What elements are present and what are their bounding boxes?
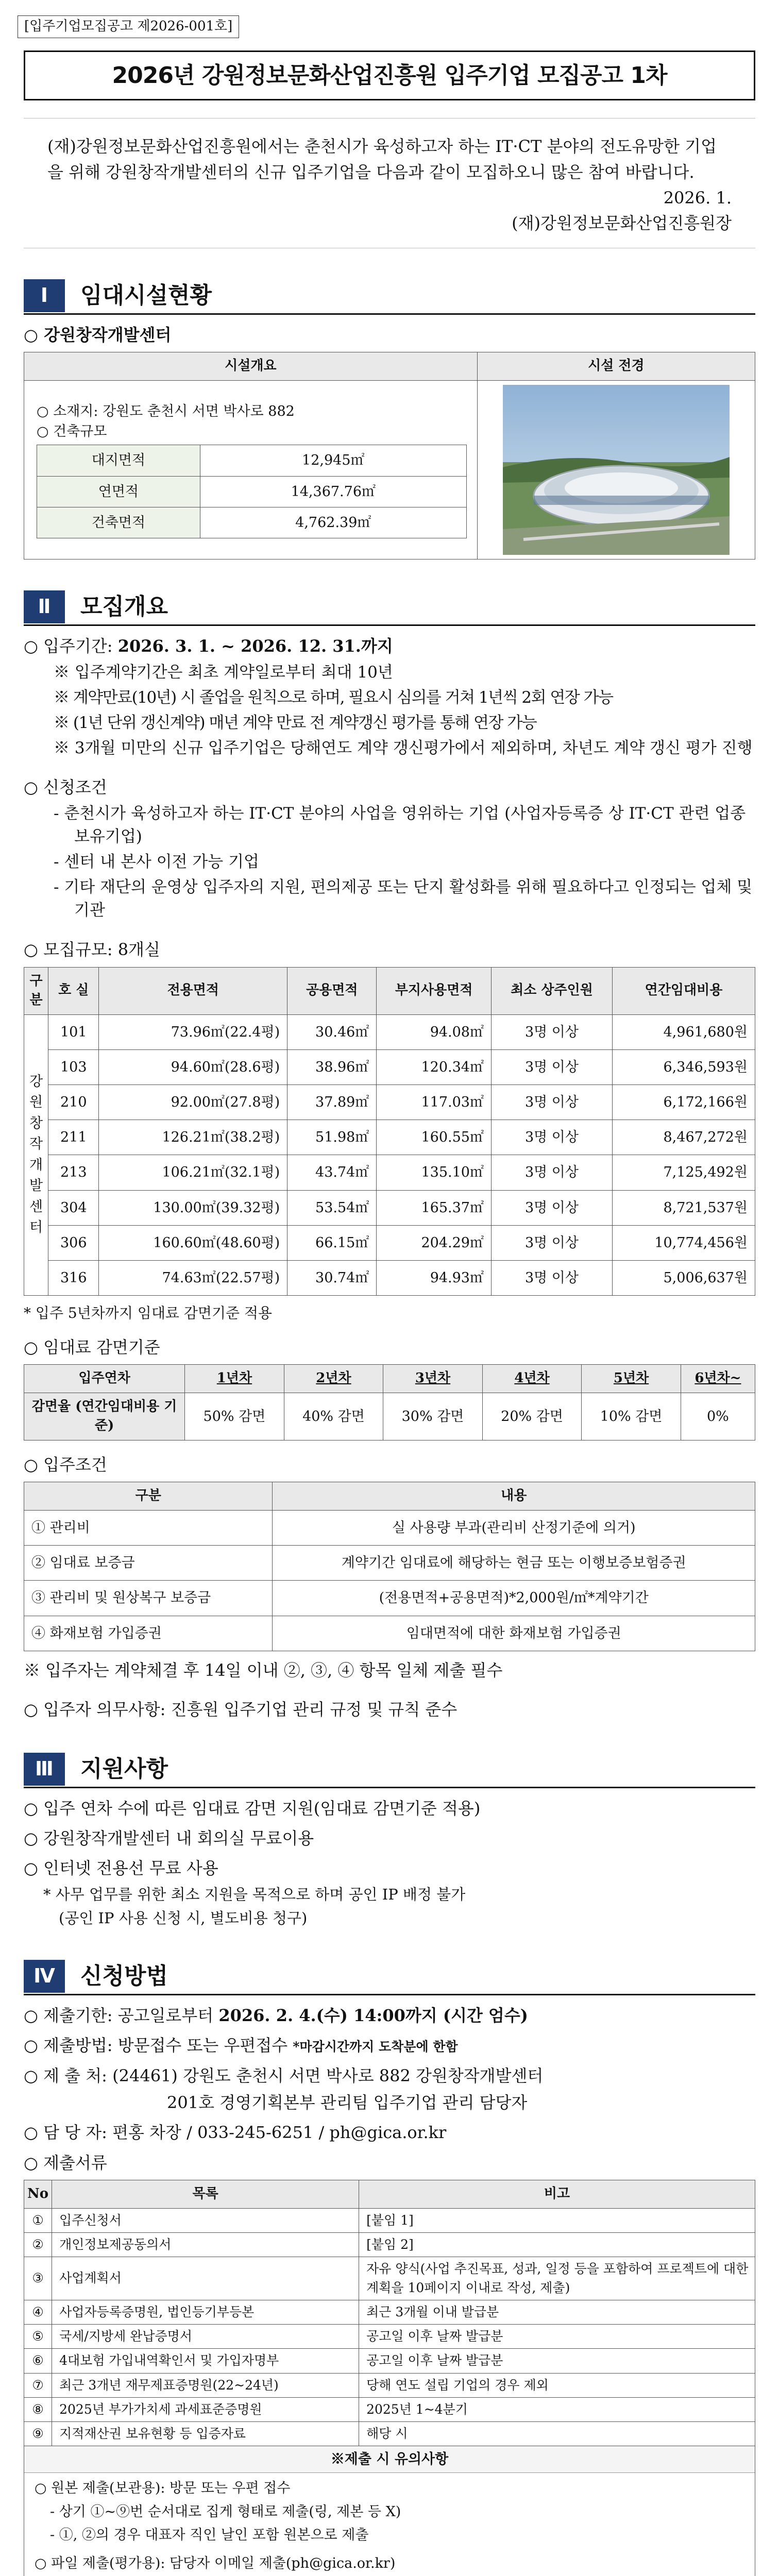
doc-name-cell: 사업계획서 <box>52 2257 359 2300</box>
col-header: 전용면적 <box>99 967 287 1014</box>
term-key: ④ 화재보험 가입증권 <box>24 1616 273 1651</box>
room-area-cell: 106.21㎡(32.1평) <box>99 1155 287 1190</box>
deadline-value: 2026. 2. 4.(수) 14:00까지 (시간 엄수) <box>218 2005 528 2025</box>
col-header: 5년차 <box>582 1365 681 1393</box>
room-site-cell: 204.29㎡ <box>377 1225 492 1260</box>
rooms-note: * 입주 5년차까지 임대료 감면기준 적용 <box>24 1304 273 1322</box>
building-photo-image <box>503 385 730 555</box>
period-note: ※ 계약만료(10년) 시 졸업을 원칙으로 하며, 필요시 심의를 거쳐 1년씩 2회 연장 가능 <box>54 688 613 707</box>
table-row <box>24 1581 755 1616</box>
facility-location: ○ 소재지: 강원도 춘천시 서면 박사로 882 <box>37 403 295 420</box>
doc-note-cell: 자유 양식(사업 추진목표, 성과, 일정 등을 포함하여 프로젝트에 대한 계획을 10페이지 이내로 작성, 제출) <box>359 2257 755 2300</box>
room-common-cell: 66.15㎡ <box>287 1225 377 1260</box>
section-2-num: Ⅱ <box>24 590 65 623</box>
doc-code: [입주기업모집공고 제2026-001호] <box>18 15 239 38</box>
intro-text: (재)강원정보문화산업진흥원에서는 춘천시가 육성하고자 하는 IT·CT 분야의 전도유망한 기업을 위해 강원창작개발센터의 신규 입주기업을 다음과 같이 모집하오니 많은 참여 바랍니다. <box>47 137 717 182</box>
section-4-head <box>24 1960 755 1995</box>
room-staff-cell: 3명 이상 <box>491 1050 612 1085</box>
room-staff-cell: 3명 이상 <box>491 1260 612 1295</box>
section-1-title: 임대시설현황 <box>80 282 212 309</box>
doc-name-cell: 최근 3개년 재무제표증명원(22~24년) <box>52 2373 359 2397</box>
doc-number-cell: ⑨ <box>24 2422 52 2446</box>
row-header: 감면율 (연간임대비용 기준) <box>24 1393 185 1440</box>
room-common-cell: 30.74㎡ <box>287 1260 377 1295</box>
period-label: ○ 입주기간: <box>24 636 118 656</box>
cond-item: - 기타 재단의 운영상 입주자의 지원, 편의제공 또는 단지 활성화를 위해 필요하다고 인정되는 업체 및 기관 <box>54 878 753 920</box>
doc-name-cell: 사업자등록증명원, 법인등기부등본 <box>52 2300 359 2324</box>
doc-note-cell: 공고일 이후 날짜 발급분 <box>359 2349 755 2373</box>
room-area-cell: 74.63㎡(22.57평) <box>99 1260 287 1295</box>
caution-box <box>24 2446 755 2576</box>
table-row <box>24 1616 755 1651</box>
col-header: 구분 <box>24 967 48 1014</box>
discount-title: ○ 임대료 감면기준 <box>24 1337 160 1357</box>
table-row <box>37 445 467 476</box>
facility-overview-cell <box>24 380 478 559</box>
doc-note-cell: 해당 시 <box>359 2422 755 2446</box>
col-header: 목록 <box>52 2180 359 2209</box>
doc-number-cell: ④ <box>24 2300 52 2324</box>
doc-note-cell: 당해 연도 설립 기업의 경우 제외 <box>359 2373 755 2397</box>
discount-cell: 20% 감면 <box>482 1393 582 1440</box>
place-line2: 201호 경영기획본부 관리팀 입주기업 관리 담당자 <box>167 2092 528 2112</box>
area-label: 대지면적 <box>37 445 200 476</box>
term-key: ③ 관리비 및 원상복구 보증금 <box>24 1581 273 1616</box>
room-cost-cell: 4,961,680원 <box>612 1014 755 1049</box>
facility-photo-cell <box>477 380 755 559</box>
rooms-group-cell: 강원창작개발센터 <box>24 1014 48 1295</box>
discount-cell: 0% <box>681 1393 755 1440</box>
table-row <box>24 2300 755 2324</box>
method-label: ○ 제출방법: 방문접수 또는 우편접수 <box>24 2036 293 2056</box>
table-row <box>24 1546 755 1581</box>
deadline-line <box>24 2004 755 2027</box>
col-header: 비고 <box>359 2180 755 2209</box>
section-3-num: Ⅲ <box>24 1753 65 1786</box>
col-header: No <box>24 2180 52 2209</box>
period-line <box>24 634 755 658</box>
term-value: 실 사용량 부과(관리비 산정기준에 의거) <box>273 1511 755 1546</box>
col-header: 최소 상주인원 <box>491 967 612 1014</box>
doc-name-cell: 지적재산권 보유현황 등 입증자료 <box>52 2422 359 2446</box>
discount-table <box>24 1364 755 1440</box>
terms-note: ※ 입주자는 계약체결 후 14일 이내 ②, ③, ④ 항목 일체 제출 필수 <box>24 1660 503 1680</box>
cond-title: ○ 신청조건 <box>24 777 107 798</box>
terms-table-wrap <box>24 1482 755 1651</box>
doc-number-cell: ⑥ <box>24 2349 52 2373</box>
room-common-cell: 37.89㎡ <box>287 1085 377 1120</box>
room-no-cell: 306 <box>48 1225 99 1260</box>
table-row <box>24 1014 755 1049</box>
section-3-title: 지원사항 <box>80 1755 168 1782</box>
area-value: 12,945㎡ <box>200 445 466 476</box>
col-header: 호 실 <box>48 967 99 1014</box>
period-value: 2026. 3. 1. ~ 2026. 12. 31.까지 <box>117 636 393 656</box>
support-note: * 사무 업무를 위한 최소 지원을 목적으로 하며 공인 IP 배정 불가 <box>43 1885 466 1903</box>
facility-area-table <box>37 445 467 538</box>
table-row <box>24 1155 755 1190</box>
room-no-cell: 316 <box>48 1260 99 1295</box>
room-common-cell: 53.54㎡ <box>287 1190 377 1225</box>
room-site-cell: 94.08㎡ <box>377 1014 492 1049</box>
room-area-cell: 73.96㎡(22.4평) <box>99 1014 287 1049</box>
support-item: ○ 강원창작개발센터 내 회의실 무료이용 <box>24 1828 314 1848</box>
room-area-cell: 92.00㎡(27.8평) <box>99 1085 287 1120</box>
doc-note-cell: 최근 3개월 이내 발급분 <box>359 2300 755 2324</box>
discount-table-wrap <box>24 1364 755 1440</box>
room-no-cell: 103 <box>48 1050 99 1085</box>
room-cost-cell: 6,172,166원 <box>612 1085 755 1120</box>
table-row <box>24 2325 755 2349</box>
col-header: 입주연차 <box>24 1365 185 1393</box>
rooms-table <box>24 967 755 1296</box>
room-common-cell: 43.74㎡ <box>287 1155 377 1190</box>
doc-name-cell: 2025년 부가가치세 과세표준증명원 <box>52 2397 359 2421</box>
col-header: 3년차 <box>383 1365 483 1393</box>
doc-number-cell: ① <box>24 2208 52 2232</box>
deadline-label: ○ 제출기한: 공고일로부터 <box>24 2005 219 2025</box>
room-cost-cell: 6,346,593원 <box>612 1050 755 1085</box>
facility-table-wrap <box>24 352 755 560</box>
room-cost-cell: 8,721,537원 <box>612 1190 755 1225</box>
section-4-num: Ⅳ <box>24 1960 65 1993</box>
page-title: 2026년 강원정보문화산업진흥원 입주기업 모집공고 1차 <box>24 50 755 101</box>
room-site-cell: 165.37㎡ <box>377 1190 492 1225</box>
support-item: ○ 입주 연차 수에 따른 임대료 감면 지원(임대료 감면기준 적용) <box>24 1798 481 1818</box>
section-2-head <box>24 590 755 626</box>
room-staff-cell: 3명 이상 <box>491 1190 612 1225</box>
term-key: ② 임대료 보증금 <box>24 1546 273 1581</box>
discount-cell: 50% 감면 <box>185 1393 284 1440</box>
doc-number-cell: ⑧ <box>24 2397 52 2421</box>
room-site-cell: 94.93㎡ <box>377 1260 492 1295</box>
facility-table <box>24 352 755 560</box>
area-value: 4,762.39㎡ <box>200 507 466 538</box>
col-header: 2년차 <box>284 1365 383 1393</box>
doc-note-cell: 2025년 1~4분기 <box>359 2397 755 2421</box>
room-area-cell: 130.00㎡(39.32평) <box>99 1190 287 1225</box>
discount-cell: 10% 감면 <box>582 1393 681 1440</box>
facility-scale: ○ 건축규모 <box>37 423 107 440</box>
room-site-cell: 120.34㎡ <box>377 1050 492 1085</box>
intro-box <box>24 118 755 248</box>
caution-line: - 상기 ①~⑨번 순서대로 집게 형태로 제출(링, 제본 등 X) <box>50 2503 401 2520</box>
rooms-table-wrap <box>24 967 755 1296</box>
col-header: 6년차~ <box>681 1365 755 1393</box>
doc-number-cell: ② <box>24 2233 52 2257</box>
scale-title: ○ 모집규모: 8개실 <box>24 940 160 960</box>
discount-cell: 40% 감면 <box>284 1393 383 1440</box>
section-2-title: 모집개요 <box>80 594 168 620</box>
table-row <box>37 476 467 507</box>
room-cost-cell: 10,774,456원 <box>612 1225 755 1260</box>
room-staff-cell: 3명 이상 <box>491 1120 612 1155</box>
caution-line: ○ 원본 제출(보관용): 방문 또는 우편 접수 <box>35 2480 291 2497</box>
room-staff-cell: 3명 이상 <box>491 1225 612 1260</box>
term-value: 계약기간 임대료에 해당하는 현금 또는 이행보증보험증권 <box>273 1546 755 1581</box>
support-note: (공인 IP 사용 신청 시, 별도비용 청구) <box>59 1909 308 1927</box>
table-row <box>24 1260 755 1295</box>
room-site-cell: 160.55㎡ <box>377 1120 492 1155</box>
caution-line: - ①, ②의 경우 대표자 직인 날인 포함 원본으로 제출 <box>50 2527 369 2543</box>
area-label: 건축면적 <box>37 507 200 538</box>
room-common-cell: 30.46㎡ <box>287 1014 377 1049</box>
doc-name-cell: 개인정보제공동의서 <box>52 2233 359 2257</box>
term-value: 임대면적에 대한 화재보험 가입증권 <box>273 1616 755 1651</box>
period-note: ※ (1년 단위 갱신계약) 매년 계약 만료 전 계약갱신 평가를 통해 연장 가능 <box>54 714 537 733</box>
table-row <box>24 2422 755 2446</box>
discount-cell: 30% 감면 <box>383 1393 483 1440</box>
table-row <box>24 2180 755 2209</box>
doc-name-cell: 국세/지방세 완납증명서 <box>52 2325 359 2349</box>
room-area-cell: 126.21㎡(38.2평) <box>99 1120 287 1155</box>
place-line: ○ 제 출 처: (24461) 강원도 춘천시 서면 박사로 882 강원창작개발센터 <box>24 2065 544 2086</box>
col-header: 1년차 <box>185 1365 284 1393</box>
section-4-title: 신청방법 <box>80 1962 168 1989</box>
th-photo: 시설 전경 <box>477 352 755 381</box>
table-row <box>24 2257 755 2300</box>
room-area-cell: 160.60㎡(48.60평) <box>99 1225 287 1260</box>
facility-bullet: ○ 강원창작개발센터 <box>24 325 172 345</box>
th-overview: 시설개요 <box>24 352 478 381</box>
caution-line: ○ 파일 제출(평가용): 담당자 이메일 제출(ph@gica.or.kr) <box>35 2555 396 2571</box>
period-note: ※ 입주계약기간은 최초 계약일로부터 최대 10년 <box>54 663 393 682</box>
table-row <box>24 1085 755 1120</box>
docs-table <box>24 2180 755 2446</box>
table-row <box>24 1120 755 1155</box>
duty-line: ○ 입주자 의무사항: 진흥원 입주기업 관리 규정 및 규칙 준수 <box>24 1700 458 1720</box>
table-row <box>24 1365 755 1393</box>
contact-line: ○ 담 당 자: 편홍 차장 / 033-245-6251 / ph@gica.or.kr <box>24 2123 447 2143</box>
room-staff-cell: 3명 이상 <box>491 1085 612 1120</box>
area-value: 14,367.76㎡ <box>200 476 466 507</box>
doc-number-cell: ③ <box>24 2257 52 2300</box>
table-row <box>24 2233 755 2257</box>
period-note: ※ 3개월 미만의 신규 입주기업은 당해연도 계약 갱신평가에서 제외하며, 차년도 계약 갱신 평가 진행 <box>54 739 753 758</box>
caution-title: ※제출 시 유의사항 <box>24 2446 755 2473</box>
terms-table <box>24 1482 755 1651</box>
table-row <box>24 2349 755 2373</box>
area-label: 연면적 <box>37 476 200 507</box>
section-1-head <box>24 279 755 315</box>
col-header: 구분 <box>24 1482 273 1511</box>
table-row <box>24 1050 755 1085</box>
docs-table-wrap <box>24 2180 755 2576</box>
room-no-cell: 213 <box>48 1155 99 1190</box>
section-1-num: Ⅰ <box>24 279 65 312</box>
cond-item: - 춘천시가 육성하고자 하는 IT·CT 분야의 사업을 영위하는 기업 (사업자등록증 상 IT·CT 관련 업종 보유기업) <box>54 804 746 846</box>
room-no-cell: 304 <box>48 1190 99 1225</box>
doc-note-cell: [붙임 2] <box>359 2233 755 2257</box>
table-row <box>24 1225 755 1260</box>
cond-item: - 센터 내 본사 이전 가능 기업 <box>54 853 260 872</box>
col-header: 내용 <box>273 1482 755 1511</box>
room-cost-cell: 8,467,272원 <box>612 1120 755 1155</box>
room-area-cell: 94.60㎡(28.6평) <box>99 1050 287 1085</box>
method-line <box>24 2033 755 2057</box>
col-header: 공용면적 <box>287 967 377 1014</box>
doc-name-cell: 4대보험 가입내역확인서 및 가입자명부 <box>52 2349 359 2373</box>
room-no-cell: 101 <box>48 1014 99 1049</box>
room-staff-cell: 3명 이상 <box>491 1155 612 1190</box>
doc-note-cell: [붙임 1] <box>359 2208 755 2232</box>
section-3-head <box>24 1753 755 1788</box>
room-staff-cell: 3명 이상 <box>491 1014 612 1049</box>
intro-date: 2026. 1. <box>663 188 732 208</box>
doc-note-cell: 공고일 이후 날짜 발급분 <box>359 2325 755 2349</box>
facility-photo <box>503 385 730 555</box>
col-header: 부지사용면적 <box>377 967 492 1014</box>
table-row <box>24 1482 755 1511</box>
doc-number-cell: ⑦ <box>24 2373 52 2397</box>
table-row <box>24 2373 755 2397</box>
doc-number-cell: ⑤ <box>24 2325 52 2349</box>
doc-name-cell: 입주신청서 <box>52 2208 359 2232</box>
room-cost-cell: 7,125,492원 <box>612 1155 755 1190</box>
room-common-cell: 38.96㎡ <box>287 1050 377 1085</box>
room-common-cell: 51.98㎡ <box>287 1120 377 1155</box>
terms-title: ○ 입주조건 <box>24 1455 107 1475</box>
method-note: *마감시간까지 도착분에 한함 <box>293 2039 458 2055</box>
room-no-cell: 210 <box>48 1085 99 1120</box>
docs-title: ○ 제출서류 <box>24 2153 107 2173</box>
term-value: (전용면적+공용면적)*2,000원/㎡*계약기간 <box>273 1581 755 1616</box>
room-site-cell: 117.03㎡ <box>377 1085 492 1120</box>
room-no-cell: 211 <box>48 1120 99 1155</box>
table-row <box>24 1190 755 1225</box>
col-header: 4년차 <box>482 1365 582 1393</box>
term-key: ① 관리비 <box>24 1511 273 1546</box>
col-header: 연간임대비용 <box>612 967 755 1014</box>
rooms-header-row <box>24 967 755 1014</box>
table-row <box>24 2397 755 2421</box>
table-row <box>37 507 467 538</box>
table-row <box>24 1393 755 1440</box>
table-row <box>24 2208 755 2232</box>
support-item: ○ 인터넷 전용선 무료 사용 <box>24 1858 218 1878</box>
room-site-cell: 135.10㎡ <box>377 1155 492 1190</box>
intro-sign: (재)강원정보문화산업진흥원장 <box>512 213 732 233</box>
room-cost-cell: 5,006,637원 <box>612 1260 755 1295</box>
table-row <box>24 1511 755 1546</box>
